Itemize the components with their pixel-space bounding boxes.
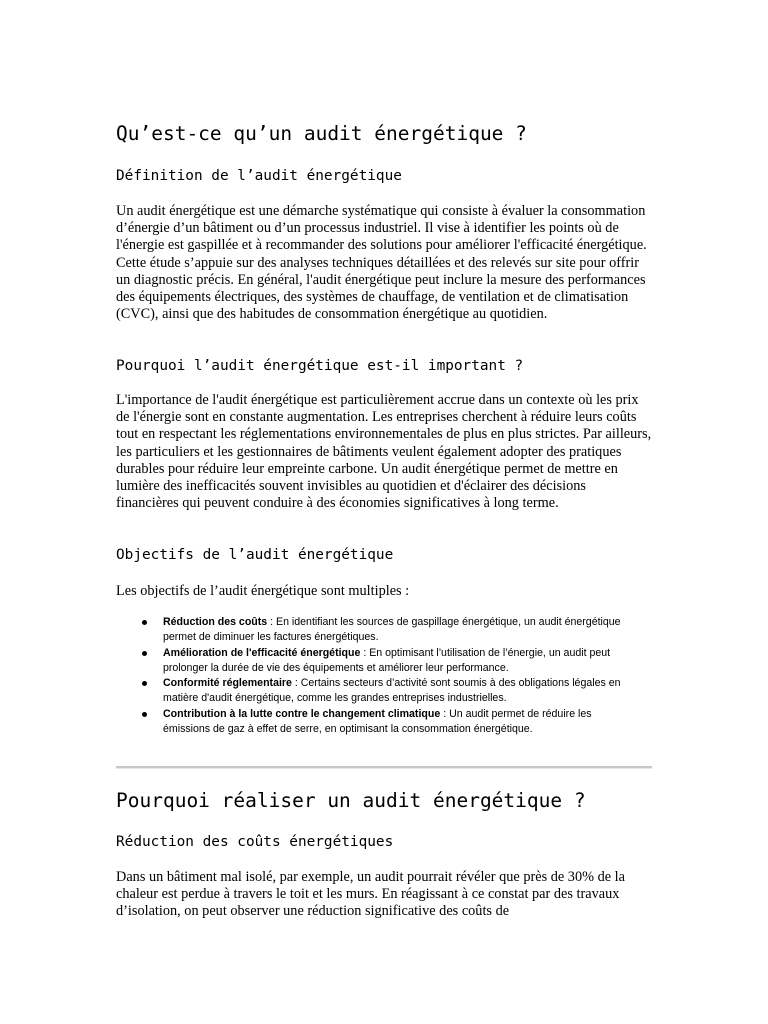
heading-cost-reduction: Réduction des coûts énergétiques bbox=[116, 834, 394, 850]
paragraph-objectives-intro: Les objectifs de l’audit énergétique sont multiples : bbox=[116, 583, 410, 599]
heading-definition: Définition de l’audit énergétique bbox=[116, 168, 402, 184]
section-title-what-is-audit: Qu’est-ce qu’un audit énergétique ? bbox=[116, 122, 527, 145]
list-item-label: Réduction des coûts bbox=[163, 616, 268, 628]
list-item-label: Conformité réglementaire bbox=[163, 677, 292, 690]
bullet-icon bbox=[142, 712, 147, 717]
bullet-icon bbox=[142, 651, 147, 656]
list-item-text: : Un audit permet de réduire les émissions de gaz à effet de serre, en optimisant la consommation énergétique. bbox=[163, 707, 592, 736]
list-item-label: Contribution à la lutte contre le changement climatique bbox=[163, 707, 441, 720]
section-title-why-audit: Pourquoi réaliser un audit énergétique ? bbox=[116, 789, 586, 812]
paragraph-definition: Un audit énergétique est une démarche systématique qui consiste à évaluer la consommation d’énergie d’un bâtiment ou d’un processus industriel. Il vise à identifier les points où de l'énergie est gaspillée et à recommander des solutions pour améliorer l'efficacité énergétique. Cette étude s’appuie sur des analyses techniques détaillées et des relevés sur site pour offrir un diagnostic précis. En général, l'audit énergétique peut inclure la mesure des performances des équipements électriques, des systèmes de chauffage, de ventilation et de climatisation (CVC), ainsi que des habitudes de consommation énergétique au quotidien. bbox=[116, 203, 647, 323]
list-item-text: : En identifiant les sources de gaspillage énergétique, un audit énergétique permet de diminuer les factures énergétiques. bbox=[163, 616, 621, 644]
paragraph-importance: L'importance de l'audit énergétique est particulièrement accrue dans un contexte où les prix de l'énergie sont en constante augmentation. Les entreprises cherchent à réduire leurs coûts tout en respectant les réglementations environnementales de plus en plus strictes. Par ailleurs, les particuliers et les gestionnaires de bâtiments veulent également adopter des pratiques durables pour réduire leur empreinte carbone. Un audit énergétique permet de mettre en lumière des inefficacités souvent invisibles au quotidien et d'éclairer des décisions financières qui peuvent conduire à des économies significatives à long terme. bbox=[116, 392, 652, 512]
list-item-label: Amélioration de l'efficacité énergétique bbox=[163, 646, 361, 659]
bullet-icon bbox=[142, 620, 147, 625]
list-item bbox=[138, 707, 638, 738]
list-item bbox=[138, 676, 638, 707]
list-item bbox=[138, 646, 638, 677]
heading-objectives: Objectifs de l’audit énergétique bbox=[116, 547, 394, 563]
list-item-text: : En optimisant l’utilisation de l’énergie, un audit peut prolonger la durée de vie des équipements et améliorer leur performance. bbox=[163, 646, 611, 674]
horizontal-divider bbox=[116, 766, 652, 769]
list-item-text: : Certains secteurs d’activité sont soumis à des obligations légales en matière d'audit énergétique, comme les grandes entreprises industrielles. bbox=[163, 677, 621, 705]
heading-importance: Pourquoi l’audit énergétique est-il important ? bbox=[116, 358, 524, 374]
bullet-icon bbox=[142, 681, 147, 686]
list-item bbox=[138, 615, 638, 646]
paragraph-cost-reduction: Dans un bâtiment mal isolé, par exemple, un audit pourrait révéler que près de 30% de la chaleur est perdue à travers le toit et les murs. En réagissant à ce constat par des travaux d’isolation, on peut observer une réduction significative des coûts de bbox=[116, 869, 625, 920]
objectives-list bbox=[138, 615, 638, 737]
